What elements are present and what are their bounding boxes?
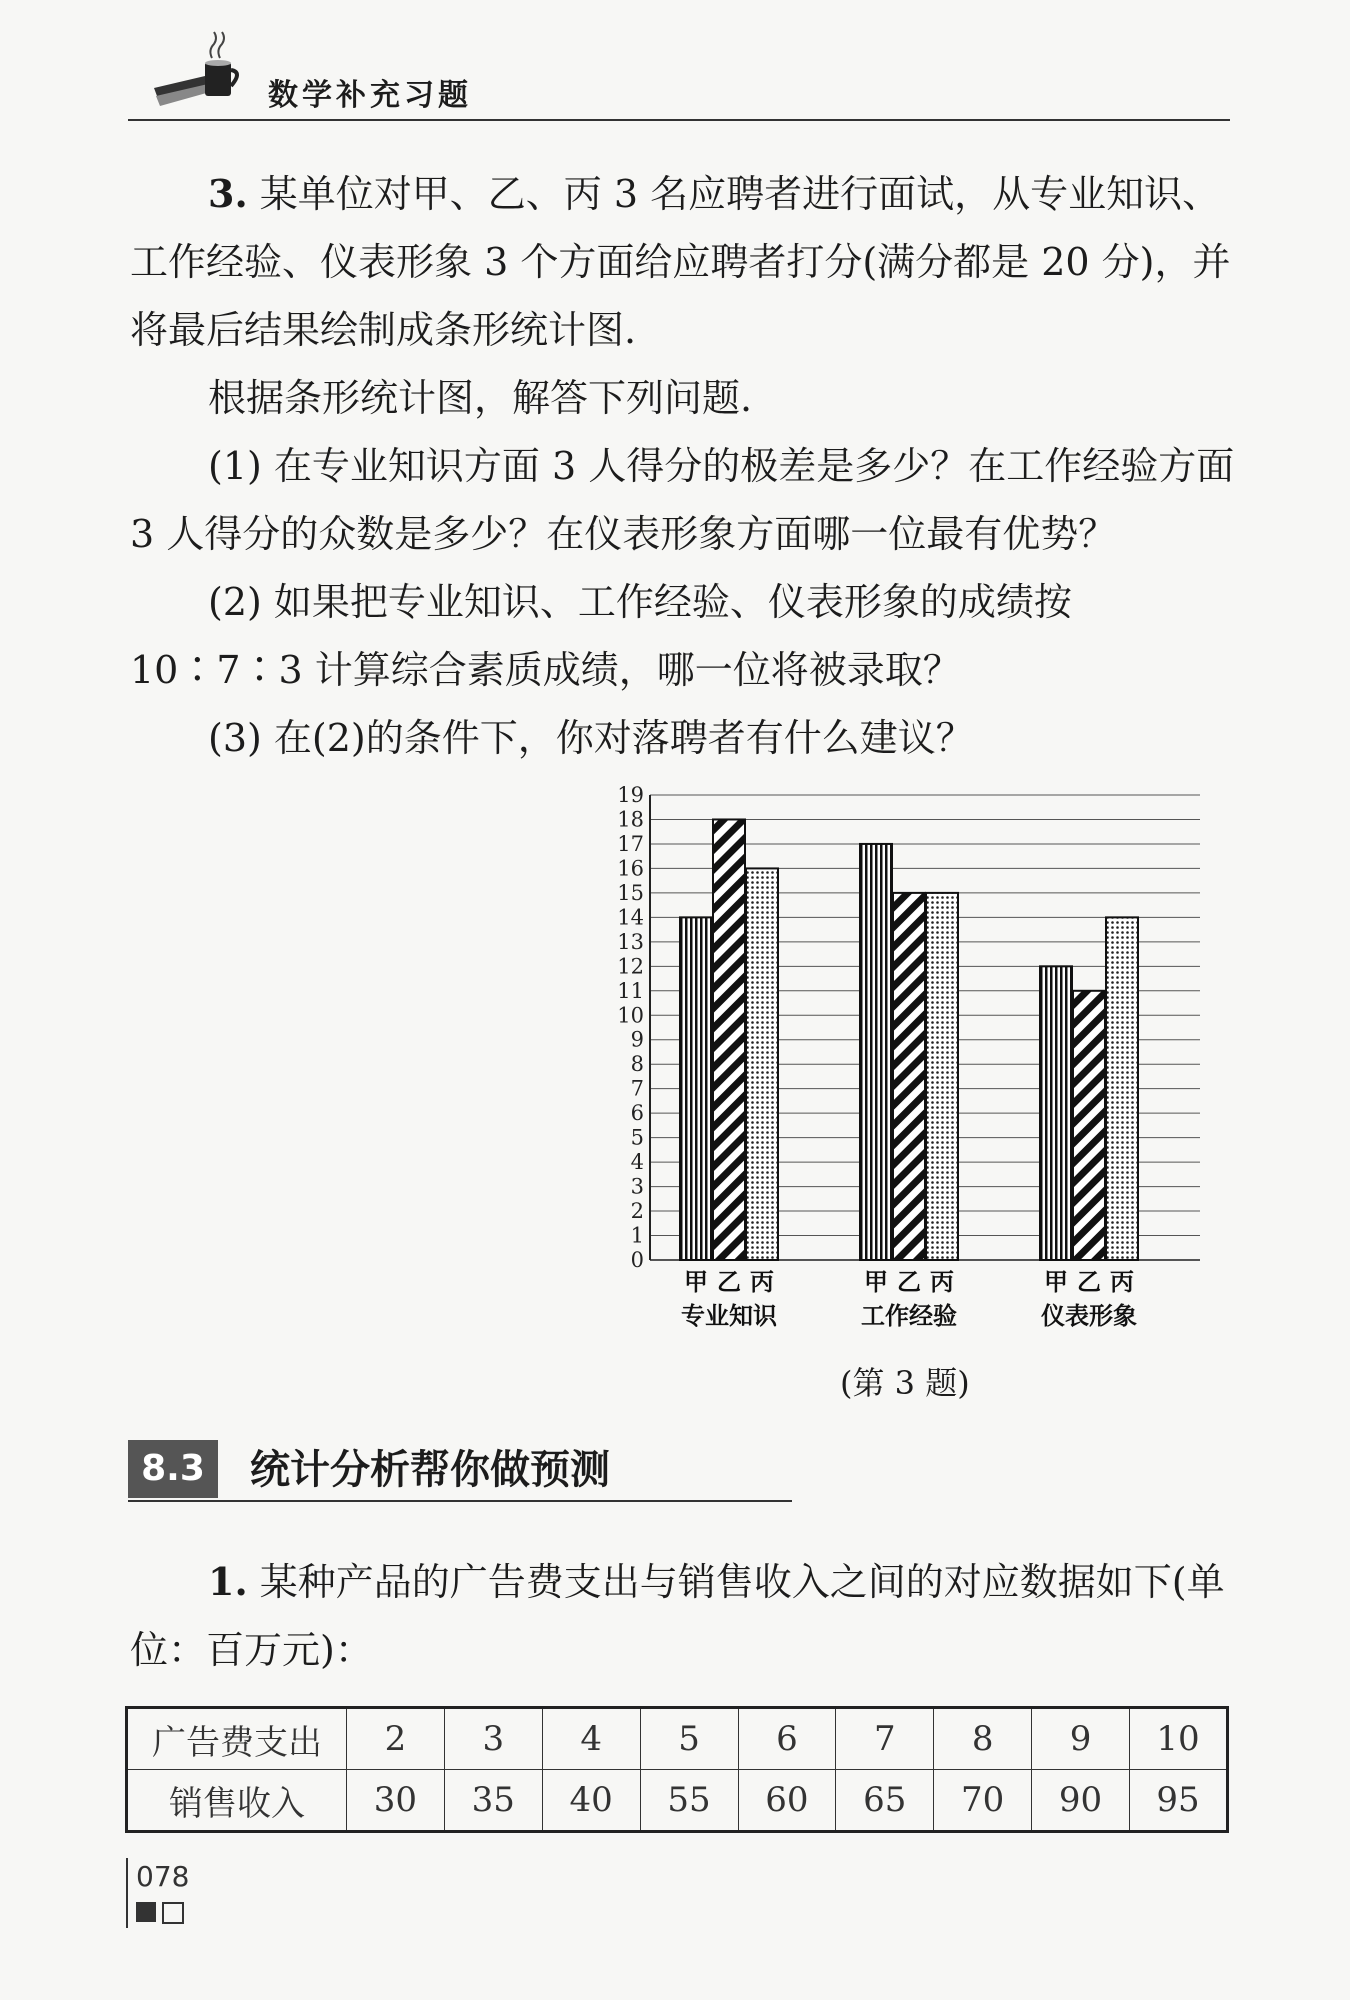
y-tick-label: 15: [617, 880, 644, 905]
section-title: 统计分析帮你做预测: [250, 1447, 610, 1493]
footer-rule: [126, 1858, 128, 1928]
problem3-prompt: 根据条形统计图，解答下列问题.: [208, 376, 753, 420]
bar-甲-仪表形象: [1040, 966, 1072, 1260]
series-label: 丙: [930, 1268, 954, 1296]
table-cell: 65: [836, 1770, 934, 1832]
y-tick-label: 6: [630, 1101, 644, 1126]
y-tick-label: 9: [630, 1027, 644, 1052]
section-rule: [128, 1500, 792, 1502]
chart-bars: [680, 819, 1138, 1260]
header-rule: [128, 119, 1230, 121]
bar-chart: [600, 780, 1220, 1340]
bar-丙-工作经验: [926, 893, 958, 1260]
category-label: 工作经验: [861, 1302, 957, 1330]
table-cell: 9: [1032, 1708, 1130, 1770]
y-tick-label: 11: [617, 978, 644, 1003]
footer-empty-square-icon: [162, 1902, 184, 1924]
table-cell: 7: [836, 1708, 934, 1770]
series-label: 丙: [1110, 1268, 1134, 1296]
table-cell: 10: [1130, 1708, 1228, 1770]
table-cell: 5: [640, 1708, 738, 1770]
series-label: 乙: [897, 1268, 921, 1296]
series-label: 乙: [717, 1268, 741, 1296]
y-tick-label: 8: [630, 1052, 644, 1077]
bar-丙-仪表形象: [1106, 917, 1138, 1260]
problem1-intro: [130, 1548, 1235, 1684]
series-label: 丙: [750, 1268, 774, 1296]
y-tick-label: 19: [617, 783, 644, 807]
y-tick-label: 13: [617, 929, 644, 954]
series-label: 甲: [1044, 1268, 1068, 1296]
problem3-q2: (2) 如果把专业知识、工作经验、仪表形象的成绩按 10∶7∶3 计算综合素质成绩，哪一位将被录取？: [130, 580, 1072, 692]
y-tick-label: 1: [630, 1223, 644, 1248]
bar-甲-专业知识: [680, 917, 712, 1260]
y-tick-label: 0: [630, 1248, 644, 1272]
section-number: 8.3: [128, 1440, 218, 1498]
table-cell: 40: [542, 1770, 640, 1832]
y-tick-label: 18: [617, 807, 644, 832]
series-label: 甲: [684, 1268, 708, 1296]
y-tick-label: 4: [630, 1150, 644, 1175]
table-cell: 55: [640, 1770, 738, 1832]
bar-乙-工作经验: [893, 893, 925, 1260]
problem3-intro-text: 某单位对甲、乙、丙 3 名应聘者进行面试，从专业知识、工作经验、仪表形象 3 个方面给应聘者打分(满分都是 20 分)，并将最后结果绘制成条形统计图.: [130, 172, 1231, 352]
table-cell: 95: [1130, 1770, 1228, 1832]
table-cell: 4: [542, 1708, 640, 1770]
page-number: 078: [136, 1860, 190, 1893]
y-tick-label: 17: [617, 831, 644, 856]
bar-丙-专业知识: [746, 868, 778, 1260]
table-cell: 2: [347, 1708, 445, 1770]
problem1-number: 1.: [208, 1559, 248, 1604]
problem3-q1: (1) 在专业知识方面 3 人得分的极差是多少？在工作经验方面 3 人得分的众数是多少？在仪表形象方面哪一位最有优势？: [130, 444, 1235, 556]
chart-x-labels: [681, 1268, 1137, 1330]
table-row-header: 销售收入: [127, 1770, 347, 1832]
problem1-intro-text: 某种产品的广告费支出与销售收入之间的对应数据如下(单位：百万元)：: [130, 1560, 1225, 1672]
bar-甲-工作经验: [860, 844, 892, 1260]
bar-乙-专业知识: [713, 819, 745, 1260]
table-row-sales: [127, 1770, 1228, 1832]
problem3-number: 3.: [208, 171, 248, 216]
table-cell: 90: [1032, 1770, 1130, 1832]
y-tick-label: 16: [617, 856, 644, 881]
series-label: 甲: [864, 1268, 888, 1296]
table-cell: 6: [738, 1708, 836, 1770]
table-cell: 70: [934, 1770, 1032, 1832]
footer-filled-square-icon: [136, 1902, 156, 1922]
y-tick-label: 2: [630, 1199, 644, 1224]
series-label: 乙: [1077, 1268, 1101, 1296]
data-table: [125, 1706, 1229, 1833]
table-cell: 30: [347, 1770, 445, 1832]
y-tick-label: 5: [630, 1125, 644, 1150]
chart-y-ticks: [617, 783, 644, 1272]
table-row-header: 广告费支出: [127, 1708, 347, 1770]
problem3-q3: (3) 在(2)的条件下，你对落聘者有什么建议？: [208, 716, 974, 760]
table-row-ad-spend: [127, 1708, 1228, 1770]
category-label: 专业知识: [681, 1302, 777, 1330]
y-tick-label: 12: [617, 954, 644, 979]
y-tick-label: 3: [630, 1174, 644, 1199]
table-cell: 60: [738, 1770, 836, 1832]
y-tick-label: 10: [617, 1003, 644, 1028]
table-cell: 8: [934, 1708, 1032, 1770]
table-cell: 35: [444, 1770, 542, 1832]
y-tick-label: 7: [630, 1076, 644, 1101]
problem3-intro: [130, 160, 1235, 364]
chart-caption: (第 3 题): [840, 1364, 970, 1402]
category-label: 仪表形象: [1041, 1302, 1137, 1330]
y-tick-label: 14: [617, 905, 644, 930]
book-cup-icon: [150, 30, 250, 115]
table-cell: 3: [444, 1708, 542, 1770]
header-title: 数学补充习题: [268, 78, 472, 113]
bar-乙-仪表形象: [1073, 991, 1105, 1260]
